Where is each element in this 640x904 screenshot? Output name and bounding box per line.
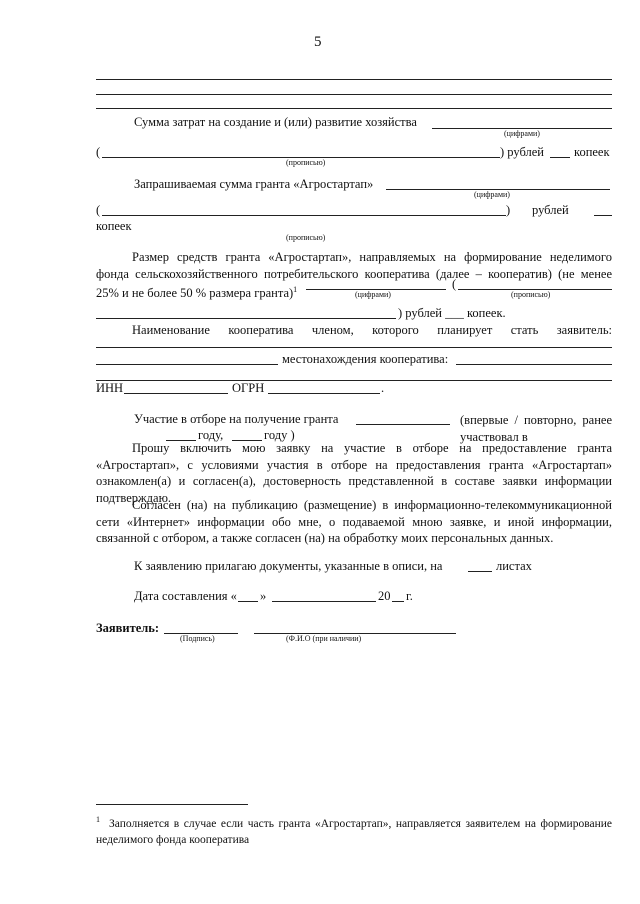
date-day-field[interactable] bbox=[238, 601, 258, 602]
inn-field[interactable] bbox=[124, 393, 228, 394]
kopecks-label: копеек bbox=[96, 219, 132, 233]
blank-line bbox=[96, 108, 612, 109]
date-label: Дата составления « bbox=[134, 589, 237, 603]
cost-sum-label: Сумма затрат на создание и (или) развитие хозяйства bbox=[134, 115, 417, 129]
coop-location-label: местонахождения кооператива: bbox=[282, 352, 449, 366]
rubles-label: ) рублей bbox=[500, 145, 544, 159]
blank-line bbox=[96, 94, 612, 95]
consent-paragraph: Согласен (на) на публикацию (размещение) в информационно-телекоммуникационной сети «Интернет» информации обо мне, о подаваемой мною заявке, и иной информации, связанной с отбором, а также согласен (на) на обработку моих персональных данных. bbox=[96, 498, 612, 545]
year-label: году, bbox=[198, 428, 224, 442]
words-hint: (прописью) bbox=[286, 158, 326, 167]
coop-name-label: Наименование кооператива членом, которого планирует стать заявитель: bbox=[132, 323, 612, 337]
grant-sum-label: Запрашиваемая сумма гранта «Агростартап» bbox=[134, 177, 374, 191]
participation-field[interactable] bbox=[356, 424, 450, 425]
date-quote-close: » bbox=[260, 589, 267, 603]
signature-hint: (Подпись) bbox=[180, 634, 215, 643]
footnote-mark: 1 bbox=[96, 815, 100, 824]
kopecks-field[interactable] bbox=[594, 215, 612, 216]
sheets-label: листах bbox=[496, 559, 532, 573]
digits-hint: (цифрами) bbox=[355, 290, 391, 299]
footnote bbox=[96, 812, 612, 848]
attach-label: К заявлению прилагаю документы, указанные в описи, на bbox=[134, 559, 443, 573]
digits-hint: (цифрами) bbox=[504, 129, 540, 138]
close-paren: ) bbox=[506, 203, 511, 217]
open-paren: ( bbox=[452, 277, 457, 291]
digits-hint: (цифрами) bbox=[474, 190, 510, 199]
inn-label: ИНН bbox=[96, 381, 124, 395]
open-paren: ( bbox=[96, 203, 101, 217]
applicant-label: Заявитель: bbox=[96, 621, 160, 635]
footnote-text: Заполняется в случае если часть гранта «Агростартап», направляется заявителем на формирование неделимого фонда кооператива bbox=[96, 817, 612, 846]
coop-name-field[interactable] bbox=[96, 347, 612, 348]
date-year-field[interactable] bbox=[392, 601, 404, 602]
coop-location-field-2[interactable] bbox=[96, 380, 612, 381]
coop-name-field-2[interactable] bbox=[96, 364, 278, 365]
date-month-field[interactable] bbox=[272, 601, 376, 602]
kopecks-field[interactable] bbox=[550, 157, 570, 158]
year-close: году ) bbox=[264, 428, 295, 442]
open-paren: ( bbox=[96, 145, 101, 159]
request-paragraph: Прошу включить мою заявку на участие в отборе на предоставление гранта «Агростартап», с условиями участия в отборе на предоставления гранта «Агростартап» ознакомлен(а) и согласен(а), достоверность представленной в составе заявки информации подтверждаю. bbox=[96, 441, 612, 505]
rubles-label: рублей bbox=[532, 203, 569, 217]
footnote-separator bbox=[96, 804, 248, 805]
blank-line bbox=[96, 79, 612, 80]
rubles-kopecks-label: ) рублей ___ копеек. bbox=[398, 306, 506, 320]
date-year-prefix: 20 bbox=[378, 589, 391, 603]
coop-location-field[interactable] bbox=[456, 364, 612, 365]
words-hint: (прописью) bbox=[511, 290, 551, 299]
coop-funds-words-field-cont[interactable] bbox=[96, 318, 396, 319]
participation-note: (впервые / повторно, ранее участвовал в bbox=[460, 413, 612, 444]
coop-funds-text: Размер средств гранта «Агростартап», направляемых на формирование неделимого фонда сельскохозяйственного потребительского кооператива (далее – кооператив) (не менее 25% и не более 50 % размера гранта) bbox=[96, 250, 612, 301]
name-hint: (Ф.И.О (при наличии) bbox=[286, 634, 362, 643]
participation-label: Участие в отборе на получение гранта bbox=[134, 412, 339, 426]
kopecks-label: копеек bbox=[574, 145, 610, 159]
grant-sum-words-field[interactable] bbox=[102, 215, 506, 216]
date-year-suffix: г. bbox=[406, 589, 413, 603]
footnote-ref: 1 bbox=[293, 285, 298, 294]
period: . bbox=[381, 381, 385, 395]
ogrn-field[interactable] bbox=[268, 393, 380, 394]
ogrn-label: ОГРН bbox=[232, 381, 265, 395]
page-number: 5 bbox=[314, 34, 322, 50]
sheets-count-field[interactable] bbox=[468, 571, 492, 572]
words-hint: (прописью) bbox=[286, 233, 326, 242]
